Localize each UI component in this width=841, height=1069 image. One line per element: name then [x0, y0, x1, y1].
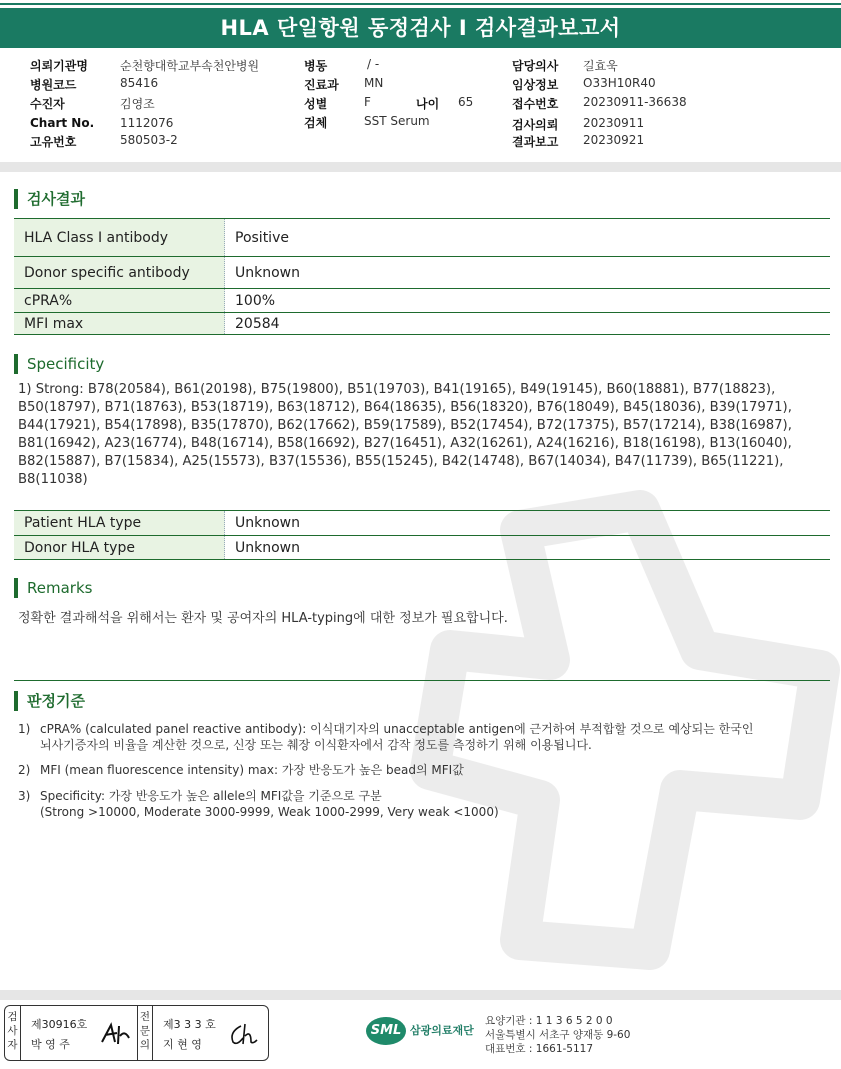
hla-key: Donor HLA type — [14, 536, 225, 560]
addr-line: 대표번호 : 1661-5117 — [485, 1043, 594, 1055]
header-label: 병동 — [304, 59, 328, 73]
header-label: 나이 — [416, 97, 440, 111]
criteria-num: 3) — [18, 789, 31, 803]
header-label: 접수번호 — [512, 97, 559, 111]
addr-line: 요양기관 : 1 1 3 6 5 2 0 0 — [485, 1015, 613, 1027]
criteria-line: (Strong >10000, Moderate 3000-9999, Weak 1000-2999, Very weak <1000) — [40, 805, 499, 819]
hla-value: Unknown — [225, 536, 831, 560]
header-label: 병원코드 — [30, 78, 77, 92]
header-label: 검체 — [304, 116, 328, 130]
divider-band — [0, 162, 841, 172]
header-value: 85416 — [120, 76, 159, 90]
org-name: 삼광의료재단 — [410, 1024, 474, 1037]
footer-band — [0, 990, 841, 1000]
result-value: 20584 — [225, 313, 831, 335]
sig-role-label: 전문의 — [137, 1006, 153, 1060]
header-label: 고유번호 — [30, 135, 77, 149]
hla-type-table — [14, 510, 830, 560]
sig-name: 박 영 주 — [31, 1038, 70, 1051]
header-value: 길효욱 — [583, 59, 618, 73]
addr-line: 서울특별시 서초구 양재동 9-60 — [485, 1029, 631, 1041]
result-key: HLA Class I antibody — [14, 219, 225, 257]
divider — [14, 680, 830, 681]
header-value: O33H10R40 — [583, 76, 656, 90]
hla-value: Unknown — [225, 511, 831, 536]
table-row — [14, 536, 830, 560]
result-value: Unknown — [225, 257, 831, 289]
criteria-section-title: 판정기준 — [14, 691, 85, 711]
sml-logo-icon: SML — [366, 1017, 406, 1045]
table-row — [14, 511, 830, 536]
table-row — [14, 257, 830, 289]
criteria-num: 2) — [18, 763, 31, 777]
criteria-line: MFI (mean fluorescence intensity) max: 가장 반응도가 높은 bead의 MFI값 — [40, 763, 464, 777]
result-value: Positive — [225, 219, 831, 257]
header-value: / - — [367, 57, 380, 71]
header-value: SST Serum — [364, 114, 430, 128]
header-value: 580503-2 — [120, 133, 178, 147]
org-logo — [366, 1017, 474, 1045]
criteria-line: Specificity: 가장 반응도가 높은 allele의 MFI값을 기준으로 구분 — [40, 789, 382, 803]
result-key: MFI max — [14, 313, 225, 335]
header-value: 김영조 — [120, 97, 155, 111]
signature-icon — [99, 1020, 133, 1048]
specificity-section-title: Specificity — [14, 354, 104, 374]
results-section-title: 검사결과 — [14, 189, 85, 209]
signature-box — [4, 1005, 269, 1061]
table-row — [14, 219, 830, 257]
table-row — [14, 289, 830, 313]
header-label: 담당의사 — [512, 59, 559, 73]
criteria-line: cPRA% (calculated panel reactive antibody): 이식대기자의 unacceptable antigen에 근거하여 부적합할 것으로 예상되는 한국인 — [40, 722, 754, 736]
remarks-section-title: Remarks — [14, 578, 92, 598]
header-label: 검사의뢰 — [512, 118, 559, 132]
sig-role-label: 검사자 — [5, 1006, 21, 1060]
report-title: HLA 단일항원 동정검사 I 검사결과보고서 — [0, 8, 841, 48]
hla-key: Patient HLA type — [14, 511, 225, 536]
result-key: cPRA% — [14, 289, 225, 313]
sig-name: 지 현 영 — [163, 1038, 202, 1051]
result-key: Donor specific antibody — [14, 257, 225, 289]
header-label: 수진자 — [30, 97, 65, 111]
header-label: 임상정보 — [512, 78, 559, 92]
header-label: 의뢰기관명 — [30, 59, 88, 73]
header-value: MN — [364, 76, 384, 90]
header-value: 20230911-36638 — [583, 95, 687, 109]
header-value: 20230921 — [583, 133, 645, 147]
criteria-num: 1) — [18, 722, 31, 736]
header-label: 결과보고 — [512, 135, 559, 149]
sig-license-no: 제3 3 3 호 — [163, 1018, 216, 1031]
header-value: 65 — [458, 95, 474, 109]
results-table — [14, 218, 830, 335]
header-label: 진료과 — [304, 78, 339, 92]
top-rule — [0, 3, 841, 5]
remarks-text: 정확한 결과해석을 위해서는 환자 및 공여자의 HLA-typing에 대한 정보가 필요합니다. — [18, 611, 508, 626]
sig-license-no: 제30916호 — [31, 1018, 88, 1031]
header-label: 성별 — [304, 97, 328, 111]
header-label: Chart No. — [30, 116, 95, 130]
header-value: 순천향대학교부속천안병원 — [120, 59, 260, 73]
table-row — [14, 313, 830, 335]
header-value: 1112076 — [120, 116, 174, 130]
org-address — [485, 1014, 630, 1056]
result-value: 100% — [225, 289, 831, 313]
header-value: 20230911 — [583, 116, 645, 130]
specificity-text: 1) Strong: B78(20584), B61(20198), B75(19800), B51(19703), B41(19165), B49(19145), B60(18881), B77(18823), B50(18797), B71(18763), B53(18719), B63(18712), B64(18635), B56(18320), B76(18049), B45(18036), B39(17971), B44(17921), B54(17898), B35(17870), B62(17662), B59(17589), B52(17454), B72(17375), B57(17214), B38(16987), B81(16942), A23(16774), B48(16714), B58(16692), B27(16451), A32(16261), A24(16216), B18(16198), B13(16040), B82(15887), B7(15834), A25(15573), B37(15536), B55(15245), B42(14748), B67(14034), B47(11739), B65(11221), B8(11038) — [18, 382, 792, 487]
header-value: F — [364, 95, 371, 109]
signature-icon — [227, 1020, 261, 1048]
criteria-line: 뇌사기증자의 비율을 계산한 것으로, 신장 또는 췌장 이식환자에서 감작 정도를 측정하기 위해 이용됩니다. — [40, 738, 592, 752]
